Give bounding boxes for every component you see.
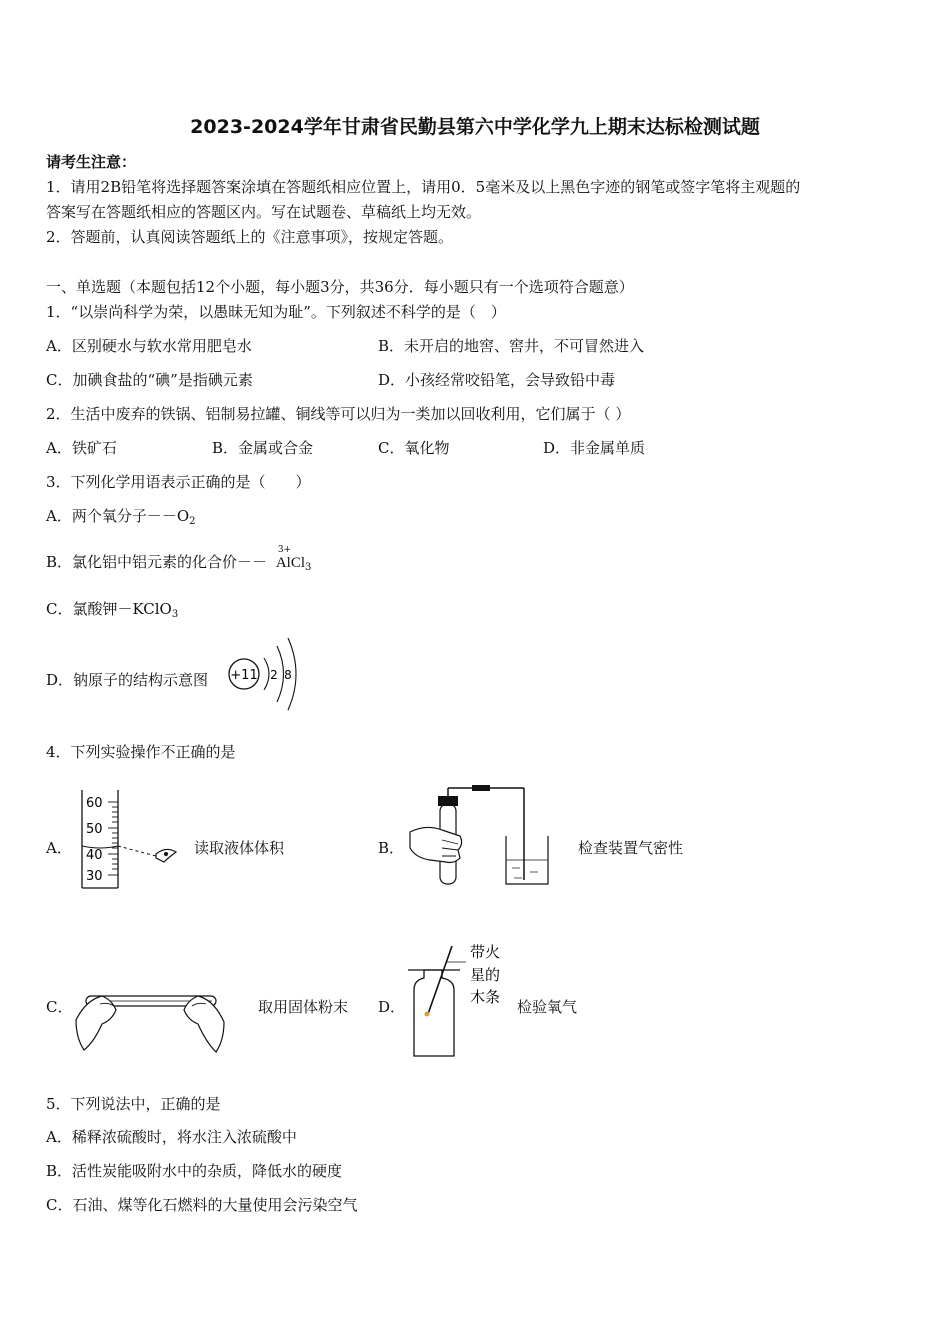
cylinder-tick-50: 50 — [86, 822, 103, 837]
q3-option-c-text: C．氯酸钾－KClO — [46, 600, 172, 618]
powder-transfer-test-tube-icon — [72, 980, 228, 1058]
page-title: 2023-2024学年甘肃省民勤县第六中学化学九上期末达标检测试题 — [190, 116, 760, 138]
notice-line-1a: 1．请用2B铅笔将选择题答案涂填在答题纸相应位置上，请用0．5毫米及以上黑色字迹的钢笔或签字笔将主观题的 — [46, 178, 801, 196]
q1-option-a: A．区别硬水与软水常用肥皂水 — [46, 337, 252, 355]
q3-option-b-formula-wrap — [275, 545, 312, 578]
q4-option-a-caption: 读取液体体积 — [194, 839, 285, 857]
sodium-nucleus-label: +11 — [230, 668, 258, 683]
q3-option-b-subscript: 3 — [305, 562, 312, 573]
splint-label-line-3: 木条 — [470, 988, 501, 1006]
section-heading: 一、单选题（本题包括12个小题，每小题3分，共36分．每小题只有一个选项符合题意） — [46, 278, 634, 296]
oxygen-test-bottle-icon — [406, 940, 510, 1060]
sodium-atom-diagram-icon — [224, 634, 304, 714]
graduated-cylinder-reading-icon — [78, 788, 188, 892]
q4-option-d-letter: D． — [378, 998, 406, 1016]
q3-option-d: D．钠原子的结构示意图 — [46, 671, 209, 689]
splint-label-line-2: 星的 — [470, 966, 501, 984]
notice-line-2: 2．答题前，认真阅读答题纸上的《注意事项》，按规定答题。 — [46, 228, 454, 246]
q3-option-b-formula: AlCl — [275, 555, 305, 571]
q3-option-b-text: B．氯化铝中铝元素的化合价－－ — [46, 553, 268, 571]
q5-option-b: B．活性炭能吸附水中的杂质，降低水的硬度 — [46, 1162, 343, 1180]
q3-option-a-subscript: 2 — [189, 516, 196, 527]
sodium-shell-2-label: 8 — [284, 668, 292, 682]
q1-option-b: B．未开启的地窖、窖井，不可冒然进入 — [378, 337, 645, 355]
q3-option-a — [46, 506, 196, 532]
cylinder-tick-60: 60 — [86, 796, 103, 811]
q1-option-d: D．小孩经常咬铅笔，会导致铅中毒 — [378, 371, 616, 389]
q2-option-d: D．非金属单质 — [543, 439, 646, 457]
q3-option-b-valence: 3+ — [277, 545, 292, 555]
q2-option-a: A．铁矿石 — [46, 439, 117, 457]
notice-heading: 请考生注意： — [46, 153, 137, 171]
q4-option-d-caption: 检验氧气 — [517, 998, 578, 1016]
sodium-shell-1-label: 2 — [270, 668, 278, 682]
q3-option-c-subscript: 3 — [171, 609, 179, 620]
q4-stem: 4．下列实验操作不正确的是 — [46, 743, 236, 761]
q5-stem: 5．下列说法中，正确的是 — [46, 1095, 221, 1113]
q3-option-b — [46, 545, 312, 578]
q2-option-c: C．氧化物 — [378, 439, 450, 457]
q3-option-c — [46, 599, 178, 625]
q1-option-c: C．加碘食盐的“碘”是指碘元素 — [46, 371, 253, 389]
q2-stem: 2．生活中废弃的铁锅、铝制易拉罐、铜线等可以归为一类加以回收利用，它们属于（ ） — [46, 405, 631, 423]
q4-option-c-caption: 取用固体粉末 — [258, 998, 349, 1016]
airtightness-check-apparatus-icon — [402, 784, 562, 892]
splint-label-line-1: 带火 — [470, 943, 501, 961]
q3-stem: 3．下列化学用语表示正确的是（ ） — [46, 473, 311, 491]
q5-option-a: A．稀释浓硫酸时，将水注入浓硫酸中 — [46, 1128, 297, 1146]
cylinder-tick-30: 30 — [86, 869, 103, 884]
q2-option-b: B．金属或合金 — [212, 439, 314, 457]
cylinder-tick-40: 40 — [86, 848, 103, 863]
q5-option-c: C．石油、煤等化石燃料的大量使用会污染空气 — [46, 1196, 358, 1214]
q4-option-b-letter: B． — [378, 839, 405, 857]
q3-option-a-text: A．两个氧分子－－O — [46, 507, 190, 525]
q4-option-b-caption: 检查装置气密性 — [578, 839, 684, 857]
notice-line-1b: 答案写在答题纸相应的答题区内。写在试题卷、草稿纸上均无效。 — [46, 203, 482, 221]
q4-option-a-letter: A． — [46, 839, 72, 857]
q1-stem: 1．“以崇尚科学为荣，以愚昧无知为耻”。下列叙述不科学的是（ ） — [46, 303, 506, 321]
q4-option-c-letter: C． — [46, 998, 73, 1016]
